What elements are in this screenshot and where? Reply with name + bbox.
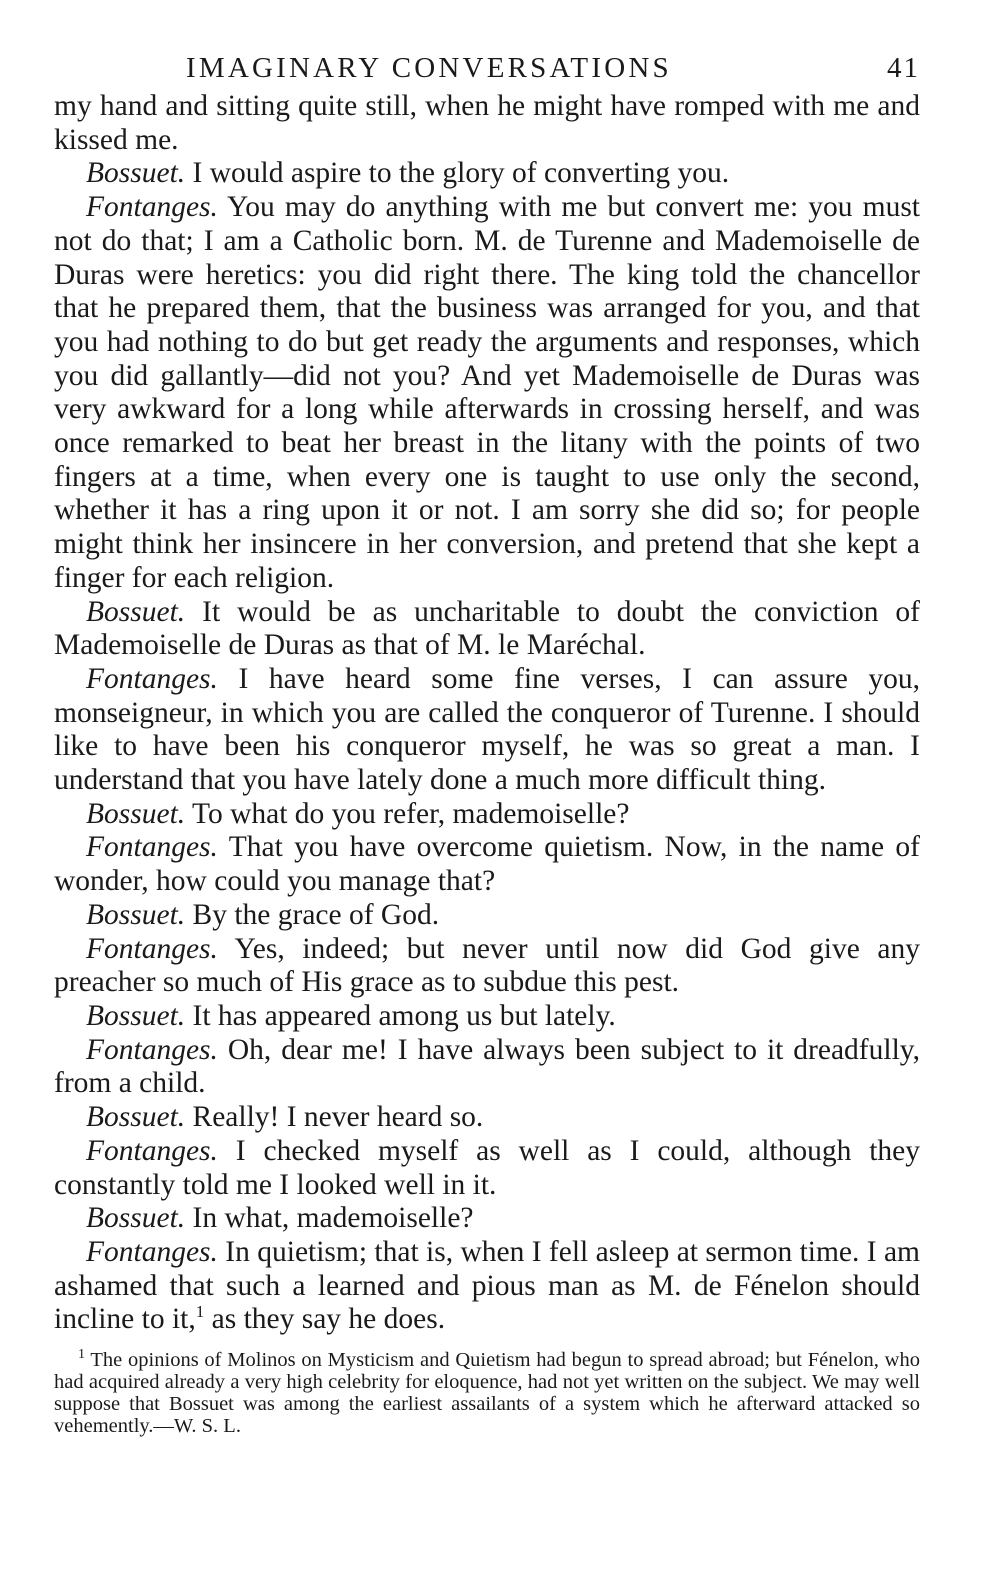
footnote xyxy=(54,1349,920,1437)
speaker-name: Fontanges. xyxy=(86,191,218,224)
speech-text: In quietism; that is, when I fell asleep at sermon time. I am ashamed that such a learned and pious man as M. de Fénelon should incline to it, xyxy=(54,1235,921,1336)
speech-text: That you have overcome quietism. Now, in the name of wonder, how could you manage that? xyxy=(54,831,920,898)
dialogue-line xyxy=(54,1000,920,1034)
speaker-name: Fontanges. xyxy=(86,932,218,965)
dialogue-line xyxy=(54,831,920,898)
dialogue-text xyxy=(54,90,920,1337)
speech-text: You may do anything with me but convert me: you must not do that; I am a Catholic born. M. de Turenne and Mademoiselle de Duras were heretics: you did right there. The king told the chancellor that he prepared them, that the business was arranged for you, and that you had nothing to do but get ready the arguments and responses, which you did gallantly—did not you? And yet Mademoiselle de Duras was very awkward for a long while afterwards in crossing herself, and was once remarked to beat her breast in the litany with the points of two fingers at a time, when every one is taught to use only the second, whether it has a ring upon it or not. I am sorry she did so; for people might think her insincere in her conversion, and pretend that she kept a finger for each religion. xyxy=(54,191,921,594)
speaker-name: Fontanges. xyxy=(86,1033,218,1066)
speech-text: Yes, indeed; but never until now did God give any preacher so much of His grace as to subdue this pest. xyxy=(54,932,920,999)
speaker-name: Bossuet. xyxy=(86,595,186,628)
speech-text: It has appeared among us but lately. xyxy=(192,999,616,1032)
speech-text: I checked myself as well as I could, although they constantly told me I looked well in it. xyxy=(54,1134,920,1201)
speech-text: I have heard some fine verses, I can assure you, monseigneur, in which you are called the conqueror of Turenne. I should like to have been his conqueror myself, he was so great a man. I understand that you have lately done a much more difficult thing. xyxy=(54,662,921,797)
dialogue-line xyxy=(54,1135,920,1202)
speaker-name: Fontanges. xyxy=(86,1134,218,1167)
speaker-name: Bossuet. xyxy=(86,157,186,190)
footnote-text: The opinions of Molinos on Mysticism and Quietism had begun to spread abroad; but Fénelon, who had acquired already a very high celebrity for eloquence, had not yet written on the subject. We may well suppose that Bossuet was among the earliest assailants of a system which he afterward attacked so vehemently.—W. S. L. xyxy=(54,1349,920,1438)
dialogue-line xyxy=(54,933,920,1000)
page-number: 41 xyxy=(887,52,920,84)
speech-text-end: as they say he does. xyxy=(204,1303,446,1336)
speech-text: In what, mademoiselle? xyxy=(192,1202,474,1235)
dialogue-line xyxy=(54,157,920,191)
speaker-name: Bossuet. xyxy=(86,797,186,830)
speaker-name: Bossuet. xyxy=(86,999,186,1032)
speech-text: By the grace of God. xyxy=(192,898,440,931)
speech-text: I would aspire to the glory of converting you. xyxy=(192,157,730,190)
dialogue-line xyxy=(54,1034,920,1101)
dialogue-line xyxy=(54,1236,920,1337)
footnote-reference: 1 xyxy=(195,1302,205,1322)
dialogue-line xyxy=(54,1101,920,1135)
speaker-name: Fontanges. xyxy=(86,831,218,864)
footnote-mark: 1 xyxy=(78,1347,85,1363)
dialogue-line xyxy=(54,899,920,933)
dialogue-line xyxy=(54,1202,920,1236)
dialogue-line xyxy=(54,191,920,595)
speaker-name: Fontanges. xyxy=(86,1235,218,1268)
dialogue-line xyxy=(54,798,920,832)
running-header xyxy=(54,50,920,90)
speaker-name: Fontanges. xyxy=(86,662,218,695)
continuation-paragraph: my hand and sitting quite still, when he might have romped with me and kissed me. xyxy=(54,90,920,156)
speech-text: Oh, dear me! I have always been subject to it dreadfully, from a child. xyxy=(54,1033,920,1100)
speaker-name: Bossuet. xyxy=(86,1202,186,1235)
running-title: IMAGINARY CONVERSATIONS xyxy=(186,52,672,84)
speaker-name: Bossuet. xyxy=(86,1101,186,1134)
speech-text: It would be as uncharitable to doubt the conviction of Mademoiselle de Duras as that of M. le Maréchal. xyxy=(54,595,920,662)
dialogue-line xyxy=(54,596,920,663)
speech-text: Really! I never heard so. xyxy=(192,1101,484,1134)
speaker-name: Bossuet. xyxy=(86,898,186,931)
dialogue-line xyxy=(54,663,920,798)
speech-text: To what do you refer, mademoiselle? xyxy=(192,797,630,830)
book-page xyxy=(54,50,920,1437)
